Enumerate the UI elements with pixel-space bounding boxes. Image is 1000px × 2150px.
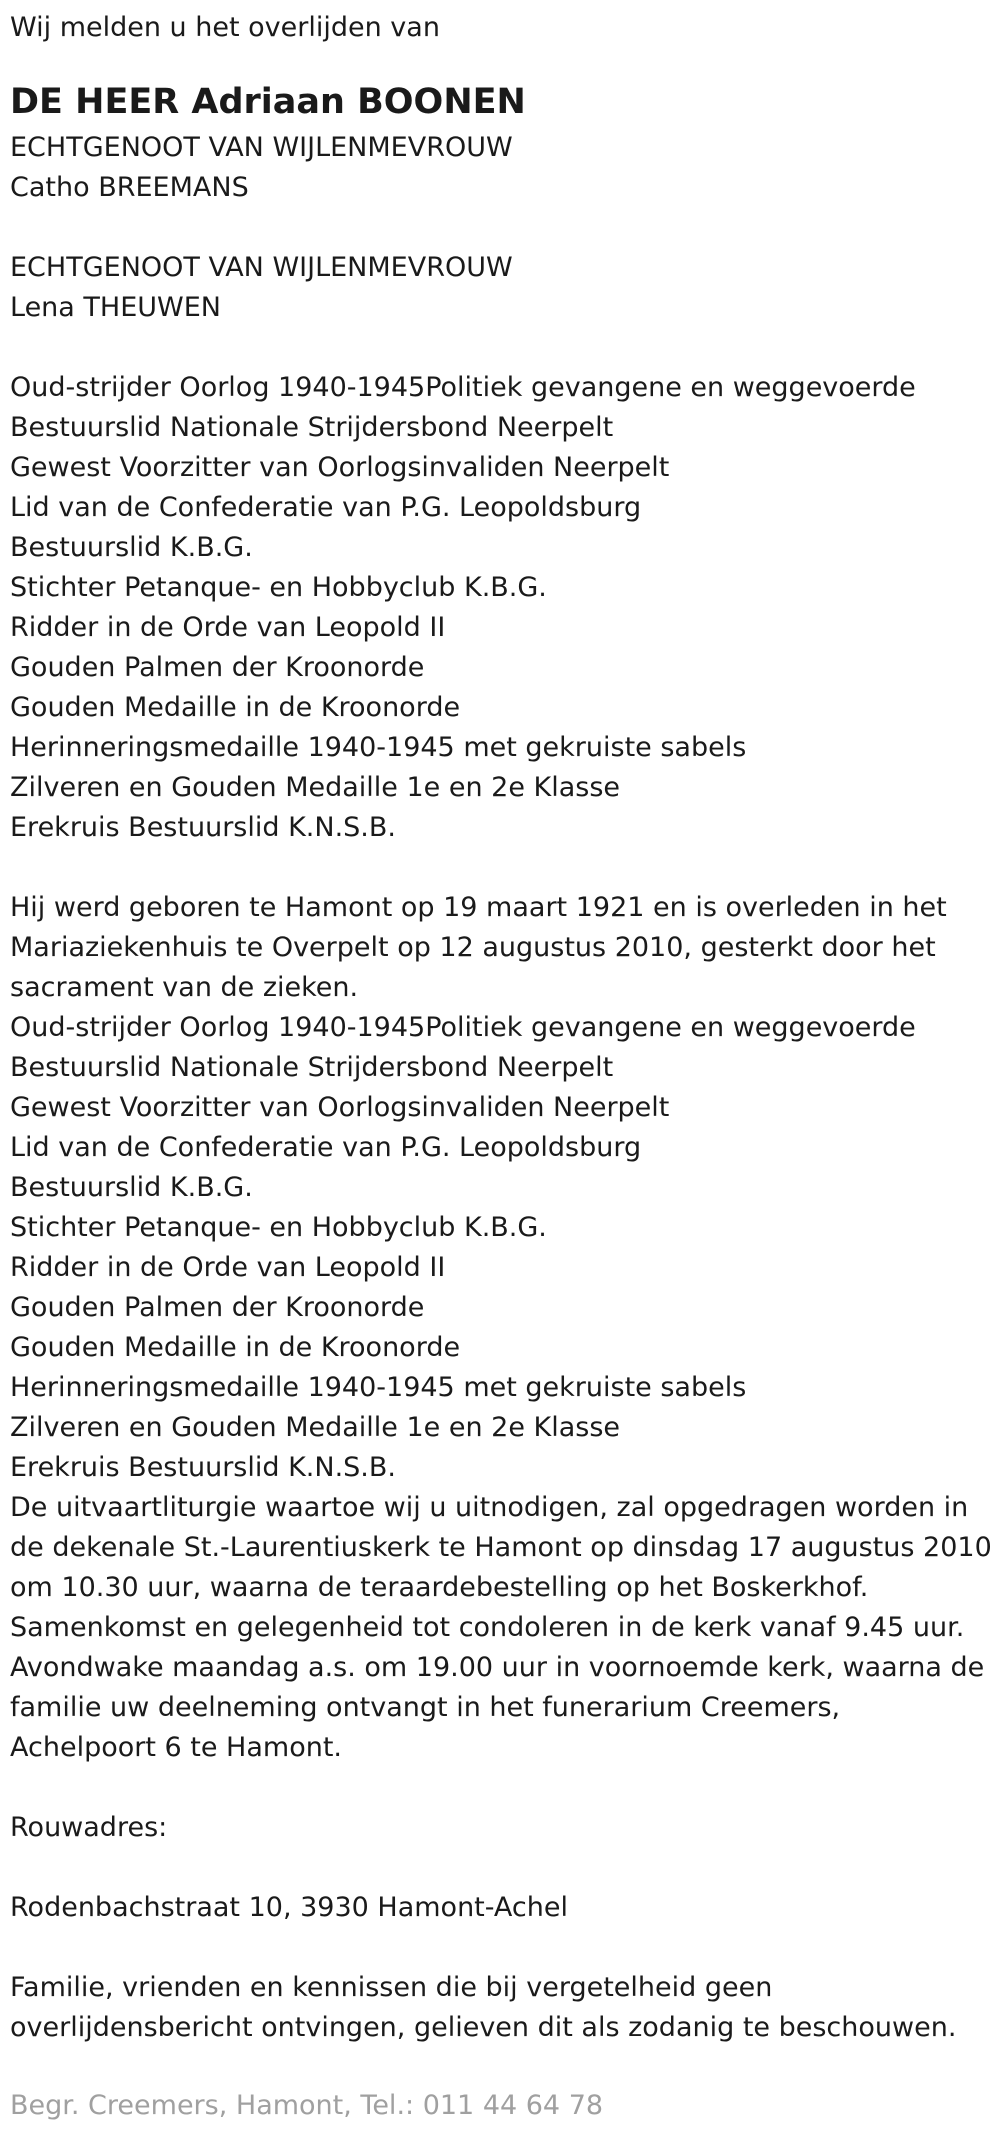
honor-item: Lid van de Confederatie van P.G. Leopoldsburg [10,1132,642,1163]
honor-item: Ridder in de Orde van Leopold II [10,1252,446,1283]
honor-item: Bestuurslid Nationale Strijdersbond Neerpelt [10,412,614,443]
honor-item: Zilveren en Gouden Medaille 1e en 2e Klasse [10,772,621,803]
deceased-name: DE HEER Adriaan BOONEN [10,82,526,122]
honor-item: Lid van de Confederatie van P.G. Leopoldsburg [10,492,642,523]
honor-item: Gouden Medaille in de Kroonorde [10,692,461,723]
honor-item: Erekruis Bestuurslid K.N.S.B. [10,1452,396,1483]
spouse-title: ECHTGENOOT VAN WIJLENMEVROUW [10,132,513,163]
spouse-block-1 [10,128,985,208]
paragraph-line: sacrament van de zieken. [10,972,359,1003]
honor-item: Herinneringsmedaille 1940-1945 met gekruiste sabels [10,1372,747,1403]
obituary-notice [10,8,992,2126]
paragraph-line: Familie, vrienden en kennissen die bij vergetelheid geen [10,1972,773,2003]
address-text: Rodenbachstraat 10, 3930 Hamont-Achel [10,1892,568,1923]
honor-item: Bestuurslid K.B.G. [10,1172,253,1203]
paragraph-line: Samenkomst en gelegenheid tot condoleren in de kerk vanaf 9.45 uur. [10,1612,965,1643]
address-label: Rouwadres: [10,1812,168,1843]
ceremony-paragraph [10,1488,992,1768]
paragraph-line: Avondwake maandag a.s. om 19.00 uur in voornoemde kerk, waarna de [10,1652,985,1683]
honor-item: Oud-strijder Oorlog 1940-1945Politiek gevangene en weggevoerde [10,372,916,403]
honor-item: Ridder in de Orde van Leopold II [10,612,446,643]
honor-item: Gouden Medaille in de Kroonorde [10,1332,461,1363]
honor-item: Bestuurslid Nationale Strijdersbond Neerpelt [10,1052,614,1083]
spouse-name: Catho BREEMANS [10,172,249,203]
honor-item: Herinneringsmedaille 1940-1945 met gekruiste sabels [10,732,747,763]
honor-item: Stichter Petanque- en Hobbyclub K.B.G. [10,572,547,603]
honor-item: Erekruis Bestuurslid K.N.S.B. [10,812,396,843]
paragraph-line: overlijdensbericht ontvingen, gelieven dit als zodanig te beschouwen. [10,2012,957,2043]
honors-list-1 [10,368,985,848]
paragraph-line: De uitvaartliturgie waartoe wij u uitnodigen, zal opgedragen worden in [10,1492,969,1523]
paragraph-line: de dekenale St.-Laurentiuskerk te Hamont op dinsdag 17 augustus 2010 [10,1532,992,1563]
paragraph-line: Achelpoort 6 te Hamont. [10,1732,343,1763]
honor-item: Gouden Palmen der Kroonorde [10,1292,425,1323]
spouse-name: Lena THEUWEN [10,292,221,323]
honor-item: Zilveren en Gouden Medaille 1e en 2e Klasse [10,1412,621,1443]
honor-item: Gewest Voorzitter van Oorlogsinvaliden Neerpelt [10,1092,670,1123]
intro-text: Wij melden u het overlijden van [10,12,440,43]
honor-item: Gewest Voorzitter van Oorlogsinvaliden Neerpelt [10,452,670,483]
paragraph-line: familie uw deelneming ontvangt in het funerarium Creemers, [10,1692,841,1723]
closing-paragraph [10,1968,985,2048]
paragraph-line: om 10.30 uur, waarna de teraardebestelling op het Boskerkhof. [10,1572,869,1603]
honor-item: Bestuurslid K.B.G. [10,532,253,563]
spouse-title: ECHTGENOOT VAN WIJLENMEVROUW [10,252,513,283]
honor-item: Stichter Petanque- en Hobbyclub K.B.G. [10,1212,547,1243]
paragraph-line: Mariaziekenhuis te Overpelt op 12 augustus 2010, gesterkt door het [10,932,936,963]
honor-item: Gouden Palmen der Kroonorde [10,652,425,683]
birth-death-paragraph [10,888,985,1008]
paragraph-line: Hij werd geboren te Hamont op 19 maart 1921 en is overleden in het [10,892,947,923]
honors-list-2 [10,1008,985,1488]
honor-item: Oud-strijder Oorlog 1940-1945Politiek gevangene en weggevoerde [10,1012,916,1043]
spouse-block-2 [10,248,985,328]
funeral-home-footer: Begr. Creemers, Hamont, Tel.: 011 44 64 78 [10,2090,604,2121]
